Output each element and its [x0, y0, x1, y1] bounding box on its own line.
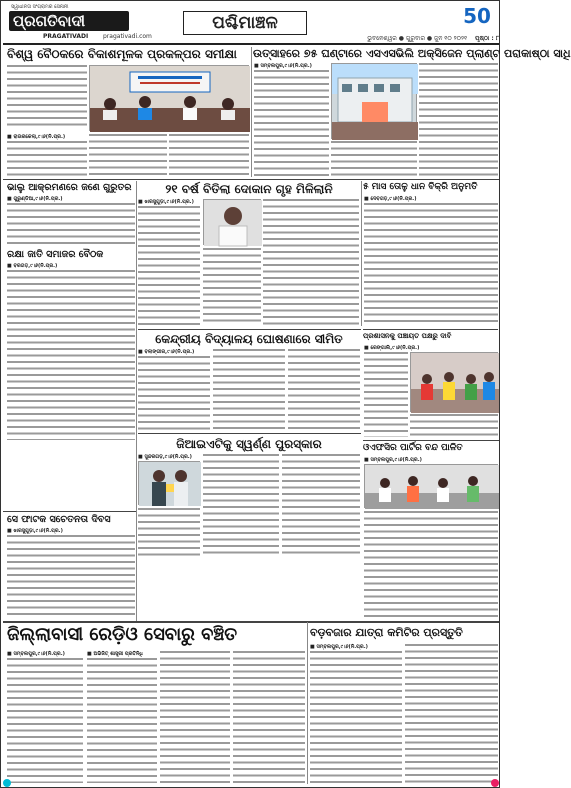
newspaper-logo[interactable]: ପ୍ରଗତିବାଦୀ [9, 11, 129, 31]
row-rule-1 [3, 179, 499, 180]
story-4-text-col3 [263, 199, 359, 326]
story-3-headline: ଭାଲୁ ଆକ୍ରମଣରେ ଜଣେ ଗୁରୁତର [7, 182, 132, 193]
story-2-byline: ■ ସମ୍ବଲପୁର,୯।୬(ନି.ପ୍ର.) [254, 63, 312, 69]
story-4-text-col2 [203, 248, 261, 326]
story-2-headline: ଉତ୍ସାହରେ ୭୫ ଘଣ୍ଟାରେ ଏସଏସଭିଲି ଅକ୍ସିଜେନ ପ୍ଲାଣ୍ଟ ପରାକାଷ୍ଠା ସାଧି [253, 47, 571, 60]
date-text: ଭୁବନେଶ୍ୱର ● ଗୁରୁବାର ● ଜୁନ ୧୦ ୨୦୨୧ [367, 35, 468, 42]
story-13-text-col1 [310, 651, 402, 783]
protest-photo-illustration [411, 353, 499, 413]
registration-mark-cyan [3, 779, 11, 787]
anniversary-badge: 50 [463, 4, 491, 28]
story-1-photo [89, 65, 249, 131]
story-10-text [364, 511, 498, 619]
story-6-byline: ■ ବରଗଡ଼,୯।୬(ନି.ପ୍ର.) [7, 263, 58, 269]
story-2-photo [331, 63, 417, 139]
row-rule-4 [363, 440, 499, 441]
masthead [3, 3, 499, 43]
story-12-text-col2 [87, 658, 157, 783]
section-title: ପଶ୍ଚିମାଞ୍ଚଳ [183, 11, 307, 35]
story-12-text-col4 [233, 651, 305, 783]
story-10-headline: ଓଏଫସିର ପାର୍ଟିର ବନ୍ଦ ପାଳିତ [363, 443, 463, 453]
masthead-rule [3, 43, 499, 45]
building-photo-illustration [332, 64, 418, 140]
story-12-sub-byline: ■ ଅଭିଜିତ୍ ଶାସ୍ତ୍ରୀ ପ୍ରତିନିଧି [87, 651, 143, 657]
column-divider-left [136, 181, 137, 621]
story-8-text-col1 [364, 352, 408, 437]
story-9-text-col2 [203, 454, 279, 558]
row-rule-5 [3, 511, 137, 512]
story-7-text-col3 [288, 349, 360, 431]
story-7-text-col2 [213, 349, 285, 431]
story-1-text-col2 [89, 134, 167, 177]
story-2-text-col3 [419, 63, 498, 177]
story-3-text [7, 203, 135, 245]
story-9-byline: ■ ସୁନ୍ଦରଗଡ଼,୯।୬(ନି.ପ୍ର.) [138, 454, 192, 460]
story-9-headline: ଜିଆଇଏଟିକୁ ସ୍ୱର୍ଣ୍ଣ ପୁରସ୍କାର [176, 437, 322, 451]
story-9-text-col1 [138, 508, 200, 558]
story-11-text [7, 535, 135, 619]
meeting-photo-illustration [90, 66, 250, 132]
story-5-text [364, 203, 498, 326]
story-10-photo [364, 464, 498, 508]
story-5-byline: ■ ଦେବଗଡ଼,୯।୬(ନି.ପ୍ର.) [364, 196, 417, 202]
story-12-byline: ■ ସମ୍ବଲପୁର,୯।୬(ନି.ପ୍ର.) [7, 651, 65, 657]
story-9-photo [138, 461, 200, 505]
story-8-photo [410, 352, 498, 412]
page-number: ପୃଷ୍ଠା : ୮ [475, 35, 499, 42]
story-7-headline: କେନ୍ଦ୍ରୀୟ ବିଦ୍ୟାଳୟ ଘୋଷଣାରେ ସୀମିତ [155, 332, 343, 346]
story-1-text [7, 65, 87, 129]
story-2-text-col1 [254, 70, 329, 177]
story-8-byline: ■ ରେଙ୍ଗାଲି,୯।୬(ନି.ପ୍ର.) [364, 345, 420, 351]
story-7-byline: ■ ବଲାଙ୍ଗୀର,୯।୬(ନି.ପ୍ର.) [138, 349, 195, 355]
story-8-text-col2 [410, 414, 498, 437]
bandh-photo-illustration [365, 465, 499, 509]
story-6-headline: ରକ୍ଷା ଜାତି ସମାଜର ବୈଠକ [7, 249, 104, 260]
story-4-text-col1 [138, 206, 200, 326]
row-rule-3 [138, 433, 361, 434]
story-11-headline: ସେ ଫାଟକ ସଚେତନତା ଦିବସ [7, 514, 111, 525]
story-6-text [7, 270, 135, 440]
story-10-byline: ■ ସମ୍ବଲପୁର,୯।୬(ନି.ପ୍ର.) [364, 457, 422, 463]
registration-mark-magenta [491, 779, 499, 787]
story-8-headline: ପ୍ରଶାସନକୁ ପଞ୍ଚାୟତ ପକ୍ଷରୁ ଦାବି [363, 332, 452, 340]
portrait-illustration [204, 200, 262, 246]
story-4-headline: ୨୧ ବର୍ଷ ବିତିଲା ଦୋକାନ ଗୃହ ମିଳିଲାନି [165, 182, 333, 196]
story-1-headline: ବିଶ୍ୱ ବୈଠକରେ ବିକାଶମୂଳକ ପ୍ରକଳ୍ପର ସମୀକ୍ଷା [7, 47, 237, 61]
story-13-byline: ■ ସମ୍ବଲପୁର,୯।୬(ନି.ପ୍ର.) [310, 644, 368, 650]
newspaper-logo-subtitle: PRAGATIVADI [43, 33, 89, 40]
column-divider-bottom [307, 622, 308, 784]
masthead-tagline: ସ୍ୱାଧୀନତା ସଂଗ୍ରାମର ସେନାନୀ [11, 4, 69, 10]
story-9-text-col3 [282, 454, 360, 558]
story-1-text-col3 [169, 134, 249, 177]
story-1-text-col1 [7, 141, 87, 177]
story-4-byline: ■ ଝାରସୁଗୁଡ଼ା,୯।୬(ନି.ପ୍ର.) [138, 199, 194, 205]
story-11-byline: ■ ଝାରସୁଗୁଡ଼ା,୯।୬(ନି.ପ୍ର.) [7, 528, 63, 534]
column-divider [251, 47, 252, 177]
column-divider-right [361, 181, 362, 326]
story-1-byline: ■ ରାଉରକେଲା,୯।୬(ନି.ପ୍ର.) [7, 134, 66, 140]
row-rule-6 [3, 621, 499, 623]
newspaper-url[interactable]: pragativadi.com [103, 33, 152, 40]
story-12-headline: ଜିଲ୍ଲାବାସୀ ରେଡ଼ିଓ ସେବାରୁ ବଞ୍ଚିତ [7, 624, 238, 645]
dateline [303, 35, 499, 43]
story-12-text-col1 [7, 658, 83, 783]
story-5-headline: ୫ ମାସ ତୋଳୁ ଧାନ ବିକ୍ରି ଅନୁମତି [363, 182, 478, 192]
story-3-byline: ■ ଗୁରୁଣ୍ଡିଆ,୯।୬(ନି.ପ୍ର.) [7, 196, 63, 202]
award-photo-illustration [139, 462, 201, 506]
story-12-text-col3 [160, 651, 230, 783]
row-rule-2 [138, 329, 361, 330]
story-7-text-col1 [138, 356, 210, 431]
story-13-headline: ବଡ଼ବଜାର ଯାତ୍ରା କମିଟିର ପ୍ରସ୍ତୁତି [310, 626, 463, 639]
story-13-text-col2 [405, 644, 498, 783]
story-4-photo [203, 199, 261, 245]
story-2-text-col2 [331, 141, 417, 177]
